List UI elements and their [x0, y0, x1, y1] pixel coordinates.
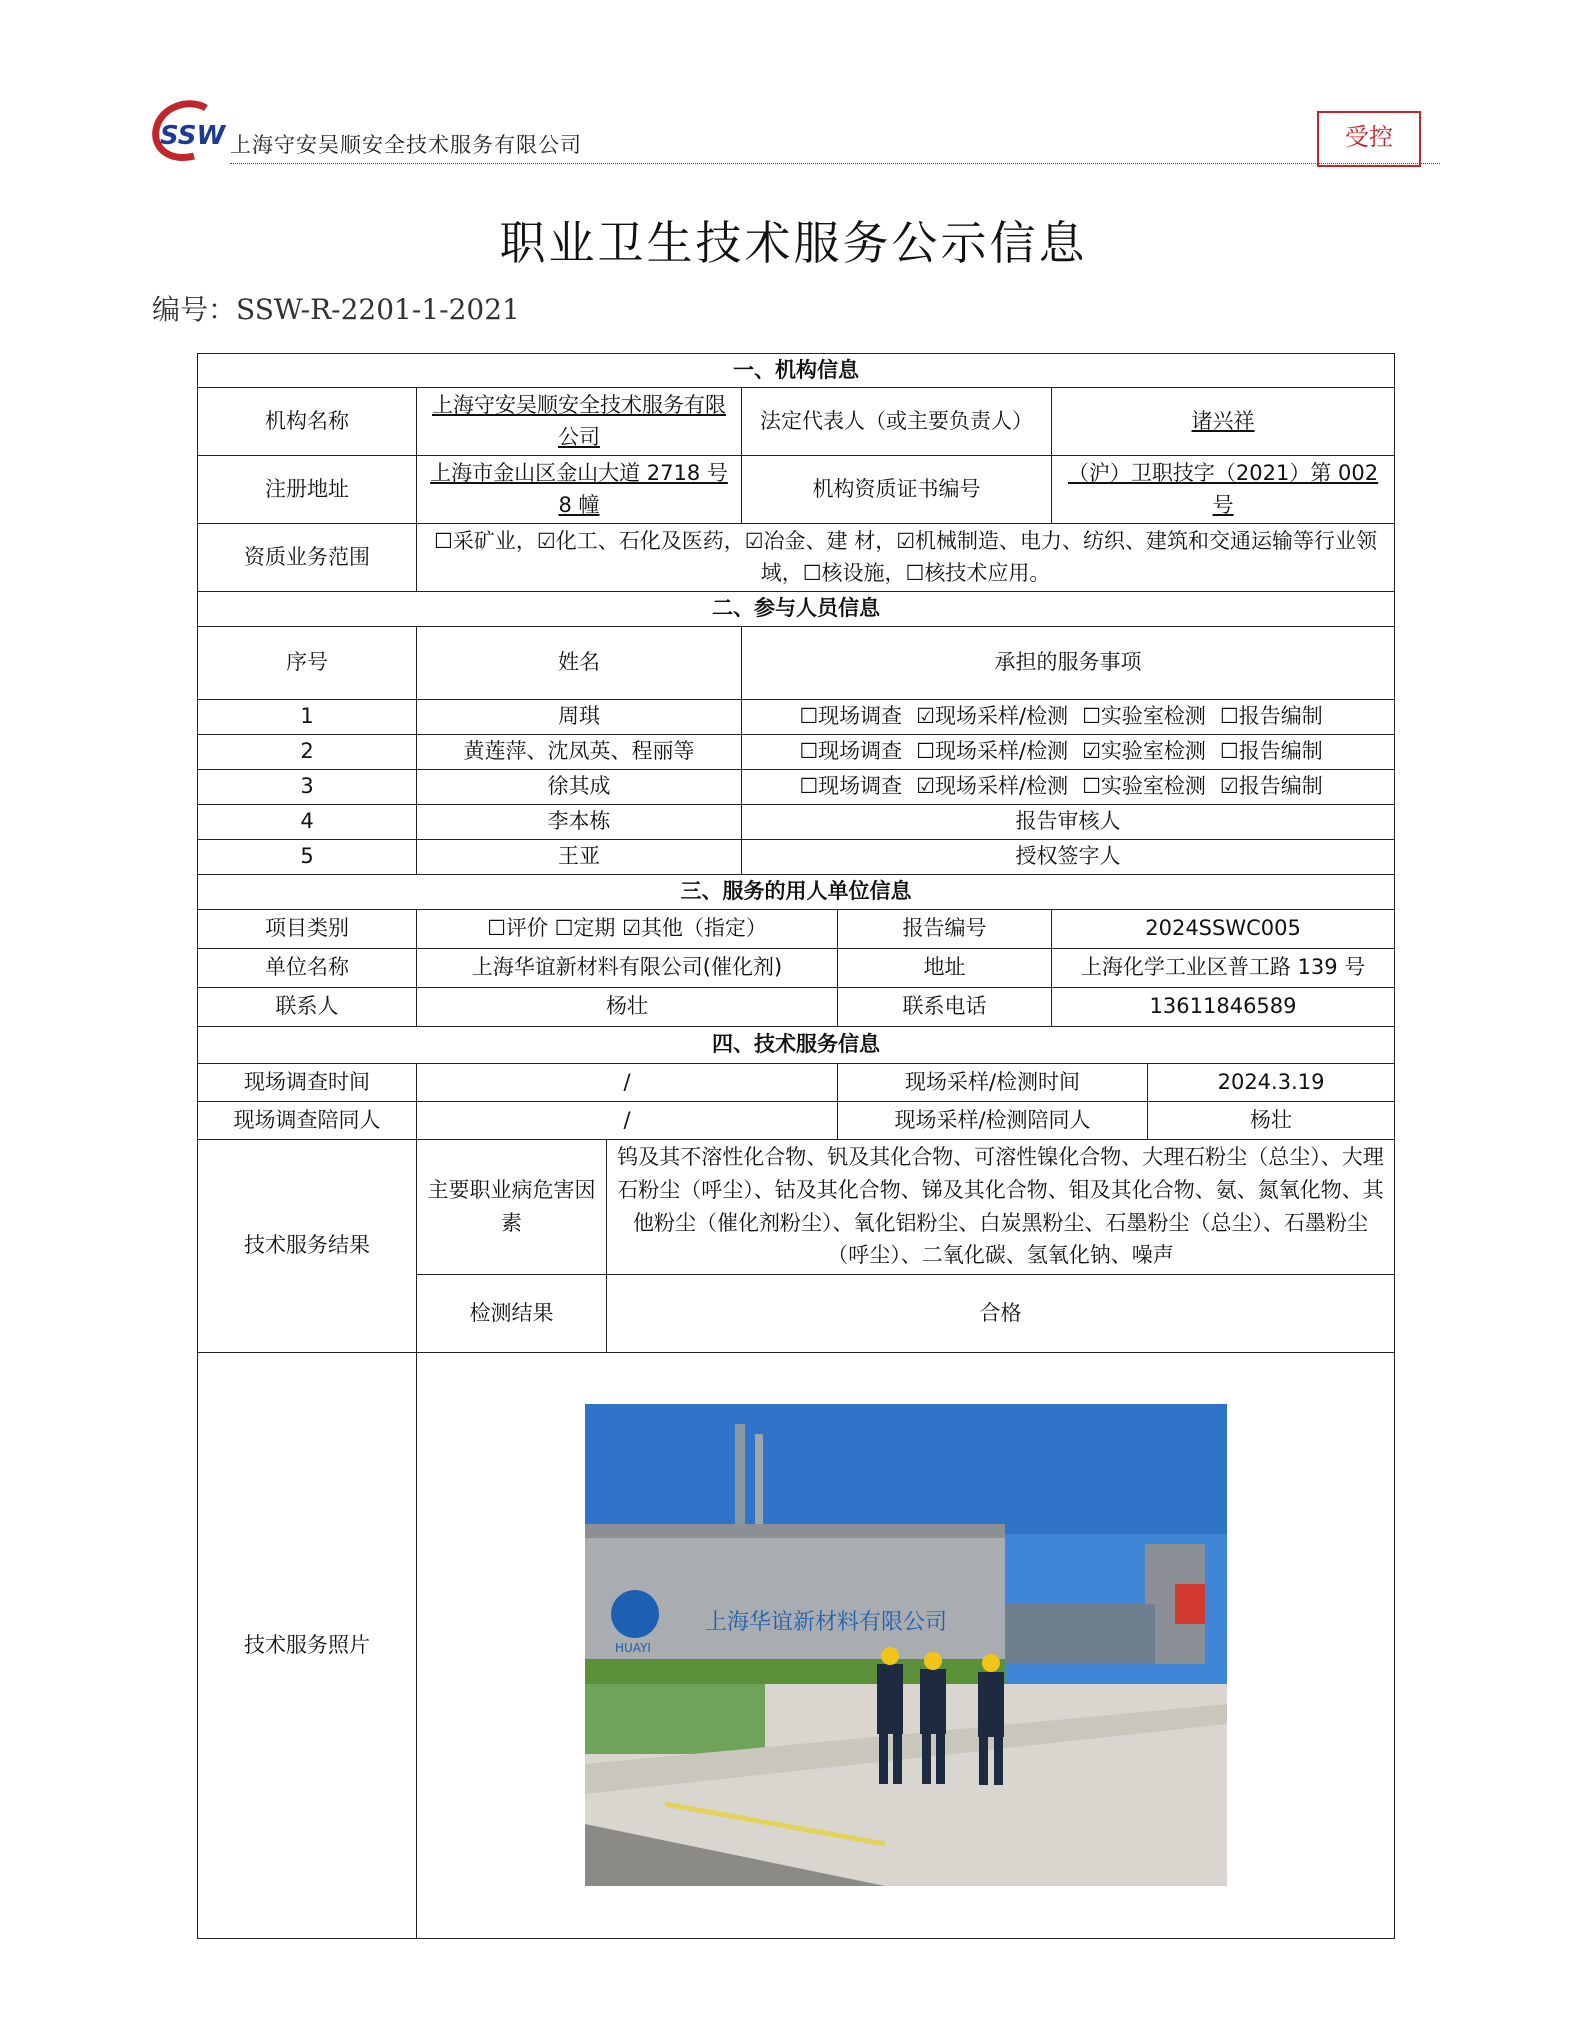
reg-address-label: 注册地址	[198, 455, 417, 523]
row-seq: 3	[198, 769, 417, 804]
sampling-escort-value: 杨壮	[1148, 1101, 1395, 1139]
unit-address-label: 地址	[838, 948, 1052, 987]
sampling-time-label: 现场采样/检测时间	[838, 1063, 1148, 1101]
report-no-label: 报告编号	[838, 909, 1052, 948]
cert-no-label: 机构资质证书编号	[742, 455, 1052, 523]
row-name: 王亚	[417, 839, 742, 874]
photo-label: 技术服务照片	[198, 1352, 417, 1938]
survey-time-label: 现场调查时间	[198, 1063, 417, 1101]
survey-escort-value: /	[417, 1101, 838, 1139]
col-name-header: 姓名	[417, 626, 742, 699]
controlled-stamp: 受控	[1317, 111, 1421, 167]
contact-value: 杨壮	[417, 987, 838, 1026]
table-row	[198, 734, 1395, 769]
company-logo	[150, 100, 228, 162]
row-seq: 5	[198, 839, 417, 874]
row-name: 李本栋	[417, 804, 742, 839]
table-row	[198, 769, 1395, 804]
page-header	[150, 95, 1440, 170]
duty-sampling-checkbox: ☑现场采样/检测	[916, 704, 1069, 729]
table-row	[198, 839, 1395, 874]
svg-text:SSW: SSW	[160, 121, 226, 151]
row-name: 周琪	[417, 699, 742, 734]
sampling-escort-label: 现场采样/检测陪同人	[838, 1101, 1148, 1139]
result-label: 技术服务结果	[198, 1139, 417, 1352]
cert-no-value: （沪）卫职技字（2021）第 002 号	[1052, 455, 1395, 523]
legal-rep-label: 法定代表人（或主要负责人）	[742, 387, 1052, 455]
duty-lab-checkbox: ☐实验室检测	[1082, 774, 1206, 799]
section-3-title: 三、服务的用人单位信息	[198, 874, 1395, 909]
sampling-time-value: 2024.3.19	[1148, 1063, 1395, 1101]
row-duties	[742, 734, 1395, 769]
phone-value: 13611846589	[1052, 987, 1395, 1026]
info-table	[197, 353, 1395, 1939]
survey-time-value: /	[417, 1063, 838, 1101]
table-row	[198, 699, 1395, 734]
duty-survey-checkbox: ☐现场调查	[799, 739, 903, 764]
unit-name-value: 上海华谊新材料有限公司(催化剂)	[417, 948, 838, 987]
duty-report-checkbox: ☐报告编制	[1219, 739, 1323, 764]
unit-name-label: 单位名称	[198, 948, 417, 987]
row-duties	[742, 769, 1395, 804]
row-seq: 4	[198, 804, 417, 839]
report-no-value: 2024SSWC005	[1052, 909, 1395, 948]
section-4-title: 四、技术服务信息	[198, 1026, 1395, 1063]
duty-survey-checkbox: ☐现场调查	[799, 774, 903, 799]
row-name: 黄莲萍、沈凤英、程丽等	[417, 734, 742, 769]
col-duty-header: 承担的服务事项	[742, 626, 1395, 699]
survey-escort-label: 现场调查陪同人	[198, 1101, 417, 1139]
row-duty: 授权签字人	[742, 839, 1395, 874]
org-name-label: 机构名称	[198, 387, 417, 455]
contact-label: 联系人	[198, 987, 417, 1026]
org-name-value: 上海守安吴顺安全技术服务有限公司	[417, 387, 742, 455]
row-seq: 1	[198, 699, 417, 734]
row-name: 徐其成	[417, 769, 742, 804]
section-2-title: 二、参与人员信息	[198, 591, 1395, 626]
svg-text:上海华谊新材料有限公司: 上海华谊新材料有限公司	[704, 1610, 947, 1636]
section-1-title: 一、机构信息	[198, 354, 1395, 388]
table-row	[198, 804, 1395, 839]
row-seq: 2	[198, 734, 417, 769]
scope-label: 资质业务范围	[198, 523, 417, 591]
photo-cell	[417, 1352, 1395, 1938]
duty-lab-checkbox: ☑实验室检测	[1082, 739, 1206, 764]
company-name: 上海守安吴顺安全技术服务有限公司	[230, 133, 582, 157]
phone-label: 联系电话	[838, 987, 1052, 1026]
duty-sampling-checkbox: ☑现场采样/检测	[916, 774, 1069, 799]
header-divider	[230, 163, 1440, 164]
document-title: 职业卫生技术服务公示信息	[499, 216, 1088, 270]
detect-result-value: 合格	[607, 1274, 1395, 1352]
detect-result-label: 检测结果	[417, 1274, 607, 1352]
project-type-label: 项目类别	[198, 909, 417, 948]
unit-address-value: 上海化学工业区普工路 139 号	[1052, 948, 1395, 987]
reg-address-value: 上海市金山区金山大道 2718 号 8 幢	[417, 455, 742, 523]
duty-sampling-checkbox: ☐现场采样/检测	[916, 739, 1069, 764]
svg-text:HUAYI: HUAYI	[614, 1641, 651, 1656]
hazard-value: 钨及其不溶性化合物、钒及其化合物、可溶性镍化合物、大理石粉尘（总尘）、大理石粉尘（呼尘）、钴及其化合物、锑及其化合物、钼及其化合物、氨、氮氧化物、其他粉尘（催化剂粉尘）、氧化铝粉尘、白炭黑粉尘、石墨粉尘（总尘）、石墨粉尘（呼尘）、二氧化碳、氢氧化钠、噪声	[607, 1139, 1395, 1274]
duty-survey-checkbox: ☐现场调查	[799, 704, 903, 729]
row-duty: 报告审核人	[742, 804, 1395, 839]
service-photo	[585, 1404, 1227, 1886]
hazard-label: 主要职业病危害因素	[417, 1139, 607, 1274]
document-number: 编号：SSW-R-2201-1-2021	[152, 293, 520, 326]
duty-report-checkbox: ☑报告编制	[1219, 774, 1323, 799]
duty-lab-checkbox: ☐实验室检测	[1082, 704, 1206, 729]
legal-rep-value: 诸兴祥	[1052, 387, 1395, 455]
duty-report-checkbox: ☐报告编制	[1219, 704, 1323, 729]
scope-value: ☐采矿业，☑化工、石化及医药，☑冶金、建 材，☑机械制造、电力、纺织、建筑和交通运输等行业领域，☐核设施，☐核技术应用。	[417, 523, 1395, 591]
row-duties	[742, 699, 1395, 734]
project-type-value: ☐评价 ☐定期 ☑其他（指定）	[417, 909, 838, 948]
col-seq-header: 序号	[198, 626, 417, 699]
